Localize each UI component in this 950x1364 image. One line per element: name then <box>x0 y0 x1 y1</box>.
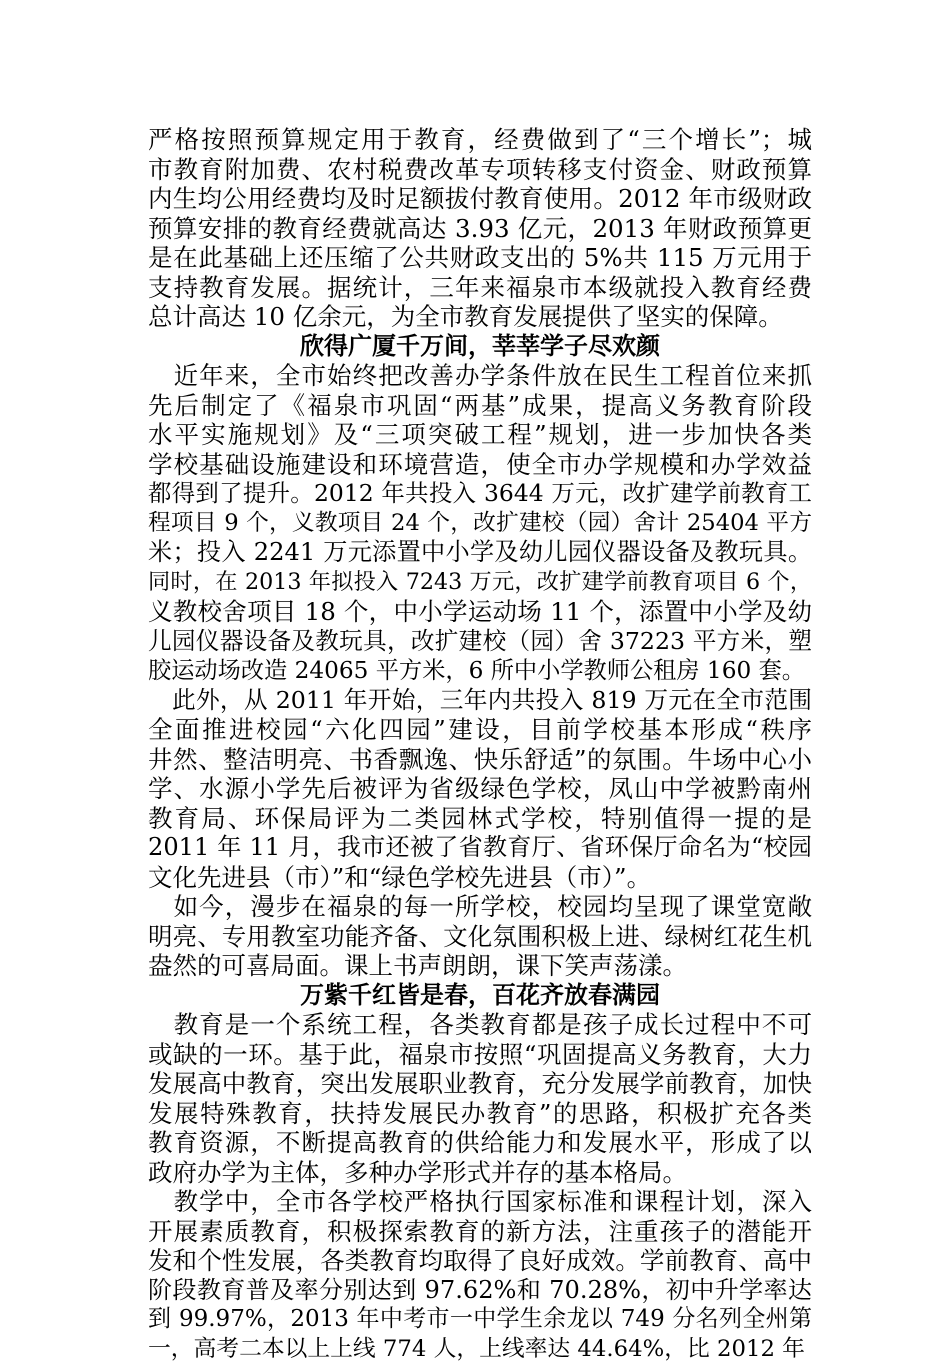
paragraph-6 <box>148 1187 812 1364</box>
text-line: 发展特殊教育，扶持发展民办教育”的思路，积极扩充各类 <box>148 1099 812 1129</box>
text-line: 同时，在 2013 年拟投入 7243 万元，改扩建学前教育项目 6 个， <box>148 568 812 598</box>
text-line: 程项目 9 个，义教项目 24 个，改扩建校（园）舍计 25404 平方 <box>148 509 812 539</box>
text-line: 市教育附加费、农村税费改革专项转移支付资金、财政预算 <box>148 155 812 185</box>
document-page <box>148 125 812 1364</box>
text-line: 先后制定了《福泉市巩固“两基”成果，提高义务教育阶段 <box>148 391 812 421</box>
paragraph-4 <box>148 892 812 981</box>
text-line: 教学中，全市各学校严格执行国家标准和课程计划，深入 <box>148 1187 812 1217</box>
text-line: 或缺的一环。基于此，福泉市按照“巩固提高义务教育，大力 <box>148 1040 812 1070</box>
text-line: 内生均公用经费均及时足额拔付教育使用。2012 年市级财政 <box>148 184 812 214</box>
paragraph-3 <box>148 686 812 893</box>
section-heading-1: 欣得广厦千万间，莘莘学子尽欢颜 <box>148 332 812 362</box>
text-line: 儿园仪器设备及教玩具，改扩建校（园）舍 37223 平方米，塑 <box>148 627 812 657</box>
text-line: 支持教育发展。据统计，三年来福泉市本级就投入教育经费 <box>148 273 812 303</box>
text-line: 开展素质教育，积极探索教育的新方法，注重孩子的潜能开 <box>148 1217 812 1247</box>
paragraph-5 <box>148 1010 812 1187</box>
text-line: 都得到了提升。2012 年共投入 3644 万元，改扩建学前教育工 <box>148 479 812 509</box>
text-line: 教育是一个系统工程，各类教育都是孩子成长过程中不可 <box>148 1010 812 1040</box>
text-line: 严格按照预算规定用于教育，经费做到了“三个增长”；城 <box>148 125 812 155</box>
text-line: 教育资源，不断提高教育的供给能力和发展水平，形成了以 <box>148 1128 812 1158</box>
section-heading-2: 万紫千红皆是春，百花齐放春满园 <box>148 981 812 1011</box>
text-line: 此外，从 2011 年开始，三年内共投入 819 万元在全市范围 <box>148 686 812 716</box>
text-line: 是在此基础上还压缩了公共财政支出的 5%共 115 万元用于 <box>148 243 812 273</box>
document-body <box>148 125 812 1364</box>
text-line: 发和个性发展，各类教育均取得了良好成效。学前教育、高中 <box>148 1246 812 1276</box>
text-line: 教育局、环保局评为二类园林式学校，特别值得一提的是 <box>148 804 812 834</box>
text-line: 预算安排的教育经费就高达 3.93 亿元，2013 年财政预算更 <box>148 214 812 244</box>
text-line: 总计高达 10 亿余元，为全市教育发展提供了坚实的保障。 <box>148 302 812 332</box>
text-line: 学、水源小学先后被评为省级绿色学校，凤山中学被黔南州 <box>148 774 812 804</box>
text-line: 近年来，全市始终把改善办学条件放在民生工程首位来抓 <box>148 361 812 391</box>
text-line: 米；投入 2241 万元添置中小学及幼儿园仪器设备及教玩具。 <box>148 538 812 568</box>
text-line: 如今，漫步在福泉的每一所学校，校园均呈现了课堂宽敞 <box>148 892 812 922</box>
text-line: 2011 年 11 月，我市还被了省教育厅、省环保厅命名为“校园 <box>148 833 812 863</box>
text-line: 文化先进县（市）”和“绿色学校先进县（市）”。 <box>148 863 812 893</box>
text-line: 政府办学为主体，多种办学形式并存的基本格局。 <box>148 1158 812 1188</box>
text-line: 胶运动场改造 24065 平方米，6 所中小学教师公租房 160 套。 <box>148 656 812 686</box>
text-line: 明亮、专用教室功能齐备、文化氛围积极上进、绿树红花生机 <box>148 922 812 952</box>
text-line: 井然、整洁明亮、书香飘逸、快乐舒适”的氛围。牛场中心小 <box>148 745 812 775</box>
text-line: 义教校舍项目 18 个，中小学运动场 11 个，添置中小学及幼 <box>148 597 812 627</box>
text-line: 全面推进校园“六化四园”建设，目前学校基本形成“秩序 <box>148 715 812 745</box>
text-line: 到 99.97%，2013 年中考市一中学生余龙以 749 分名列全州第 <box>148 1305 812 1335</box>
text-line: 一，高考二本以上上线 774 人，上线率达 44.64%，比 2012 年 <box>148 1335 812 1364</box>
text-line: 阶段教育普及率分别达到 97.62%和 70.28%，初中升学率达 <box>148 1276 812 1306</box>
text-line: 学校基础设施建设和环境营造，使全市办学规模和办学效益 <box>148 450 812 480</box>
paragraph-1 <box>148 125 812 332</box>
text-line: 盎然的可喜局面。课上书声朗朗，课下笑声荡漾。 <box>148 951 812 981</box>
text-line: 发展高中教育，突出发展职业教育，充分发展学前教育，加快 <box>148 1069 812 1099</box>
paragraph-2 <box>148 361 812 686</box>
text-line: 水平实施规划》及“三项突破工程”规划，进一步加快各类 <box>148 420 812 450</box>
